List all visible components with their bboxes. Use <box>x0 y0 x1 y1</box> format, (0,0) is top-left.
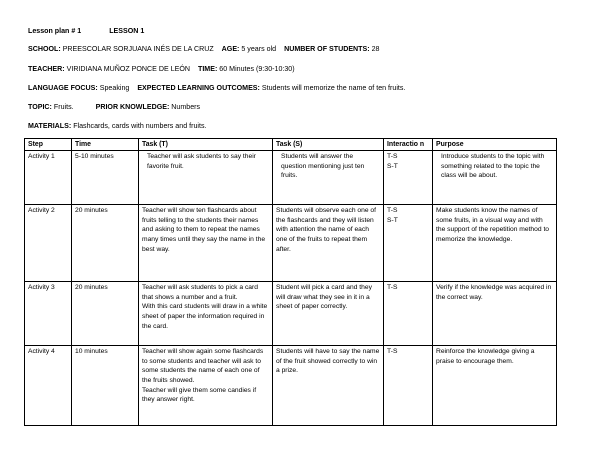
topic-value: Fruits. <box>53 103 74 111</box>
teacher-value: VIRIDIANA MUÑOZ PONCE DE LEÓN <box>66 65 191 73</box>
task-t-cell <box>139 282 273 346</box>
plan-label: Lesson plan # 1 <box>28 27 82 35</box>
lesson-label: LESSON 1 <box>109 27 145 35</box>
topic-key: TOPIC: <box>28 103 52 111</box>
focus-value: Speaking <box>99 84 130 92</box>
focus-key: LANGUAGE FOCUS: <box>28 84 98 92</box>
interaction-cell <box>384 346 433 426</box>
lesson-plan-table <box>24 138 557 426</box>
lesson-plan-title <box>28 27 144 35</box>
column-header-time: Time <box>72 139 139 151</box>
materials-value: Flashcards, cards with numbers and fruits. <box>73 122 207 130</box>
interaction-cell <box>384 282 433 346</box>
materials-line <box>28 122 206 130</box>
age-key: AGE: <box>221 45 240 53</box>
interaction-cell <box>384 151 433 205</box>
outcomes-key: EXPECTED LEARNING OUTCOMES: <box>137 84 260 92</box>
teacher-key: TEACHER: <box>28 65 65 73</box>
age-value: 5 years old <box>241 45 277 53</box>
time-cell: 10 minutes <box>72 346 139 426</box>
prior-key: PRIOR KNOWLEDGE: <box>95 103 170 111</box>
task-t-text: Teacher will ask students to pick a card that shows a number and a fruit. <box>142 284 258 301</box>
interaction-value: T-S <box>387 348 398 356</box>
school-key: SCHOOL: <box>28 45 61 53</box>
table-row <box>25 205 557 282</box>
interaction-value: T-S <box>387 153 398 161</box>
task-s-cell: Students will answer the question mentioning just ten fruits. <box>273 151 384 205</box>
purpose-cell: Reinforce the knowledge giving a praise to encourage them. <box>433 346 557 426</box>
step-cell: Activity 3 <box>25 282 72 346</box>
table-row <box>25 282 557 346</box>
time-cell: 20 minutes <box>72 205 139 282</box>
time-key: TIME: <box>198 65 218 73</box>
task-s-cell: Students will have to say the name of the fruit showed correctly to win a prize. <box>273 346 384 426</box>
teacher-line <box>28 65 295 73</box>
column-header-purpose: Purpose <box>433 139 557 151</box>
materials-key: MATERIALS: <box>28 122 72 130</box>
column-header-task-s: Task (S) <box>273 139 384 151</box>
table-row <box>25 151 557 205</box>
time-cell: 20 minutes <box>72 282 139 346</box>
column-header-task-t: Task (T) <box>139 139 273 151</box>
task-t-text: With this card students will draw in a white sheet of paper the information required in the card. <box>142 303 268 330</box>
column-header-step: Step <box>25 139 72 151</box>
interaction-value: S-T <box>387 216 398 224</box>
task-t-text: Teacher will give them some candies if they answer right. <box>142 386 257 404</box>
step-cell: Activity 1 <box>25 151 72 205</box>
interaction-value: T-S <box>387 284 398 292</box>
topic-line <box>28 103 200 111</box>
step-cell: Activity 2 <box>25 205 72 282</box>
focus-line <box>28 84 405 92</box>
school-line <box>28 45 379 53</box>
task-t-cell: Teacher will ask students to say their favorite fruit. <box>139 151 273 205</box>
students-value: 28 <box>371 45 380 53</box>
outcomes-value: Students will memorize the name of ten fruits. <box>261 84 406 92</box>
task-t-cell <box>139 346 273 426</box>
interaction-cell <box>384 205 433 282</box>
purpose-cell: Introduce students to the topic with something related to the topic the class will be about. <box>433 151 557 205</box>
task-s-cell: Students will observe each one of the flashcards and they will listen with attention the name of each one of the fruits to repeat them after. <box>273 205 384 282</box>
step-cell: Activity 4 <box>25 346 72 426</box>
time-cell: 5-10 minutes <box>72 151 139 205</box>
prior-value: Numbers <box>171 103 201 111</box>
table-row <box>25 346 557 426</box>
interaction-value: S-T <box>387 162 398 170</box>
task-t-cell: Teacher will show ten flashcards about fruits telling to the students their names and asking to them to repeat the names many times until they say the name in the best way. <box>139 205 273 282</box>
time-value: 60 Minutes (9:30-10:30) <box>219 65 295 73</box>
purpose-cell: Make students know the names of some fruits, in a visual way and with the support of the repetition method to memorize the knowledge. <box>433 205 557 282</box>
purpose-cell: Verify if the knowledge was acquired in the correct way. <box>433 282 557 346</box>
task-t-text: Teacher will show again some flashcards to some students and teacher will ask to some students the name of each one of the fruits showed. <box>142 348 264 384</box>
column-header-interaction: Interactio n <box>384 139 433 151</box>
school-value: PREESCOLAR SORJUANA INÉS DE LA CRUZ <box>62 45 214 53</box>
students-key: NUMBER OF STUDENTS: <box>284 45 370 53</box>
interaction-value: T-S <box>387 207 398 215</box>
task-s-cell: Student will pick a card and they will draw what they see in it in a sheet of paper correctly. <box>273 282 384 346</box>
table-header-row <box>25 139 557 151</box>
